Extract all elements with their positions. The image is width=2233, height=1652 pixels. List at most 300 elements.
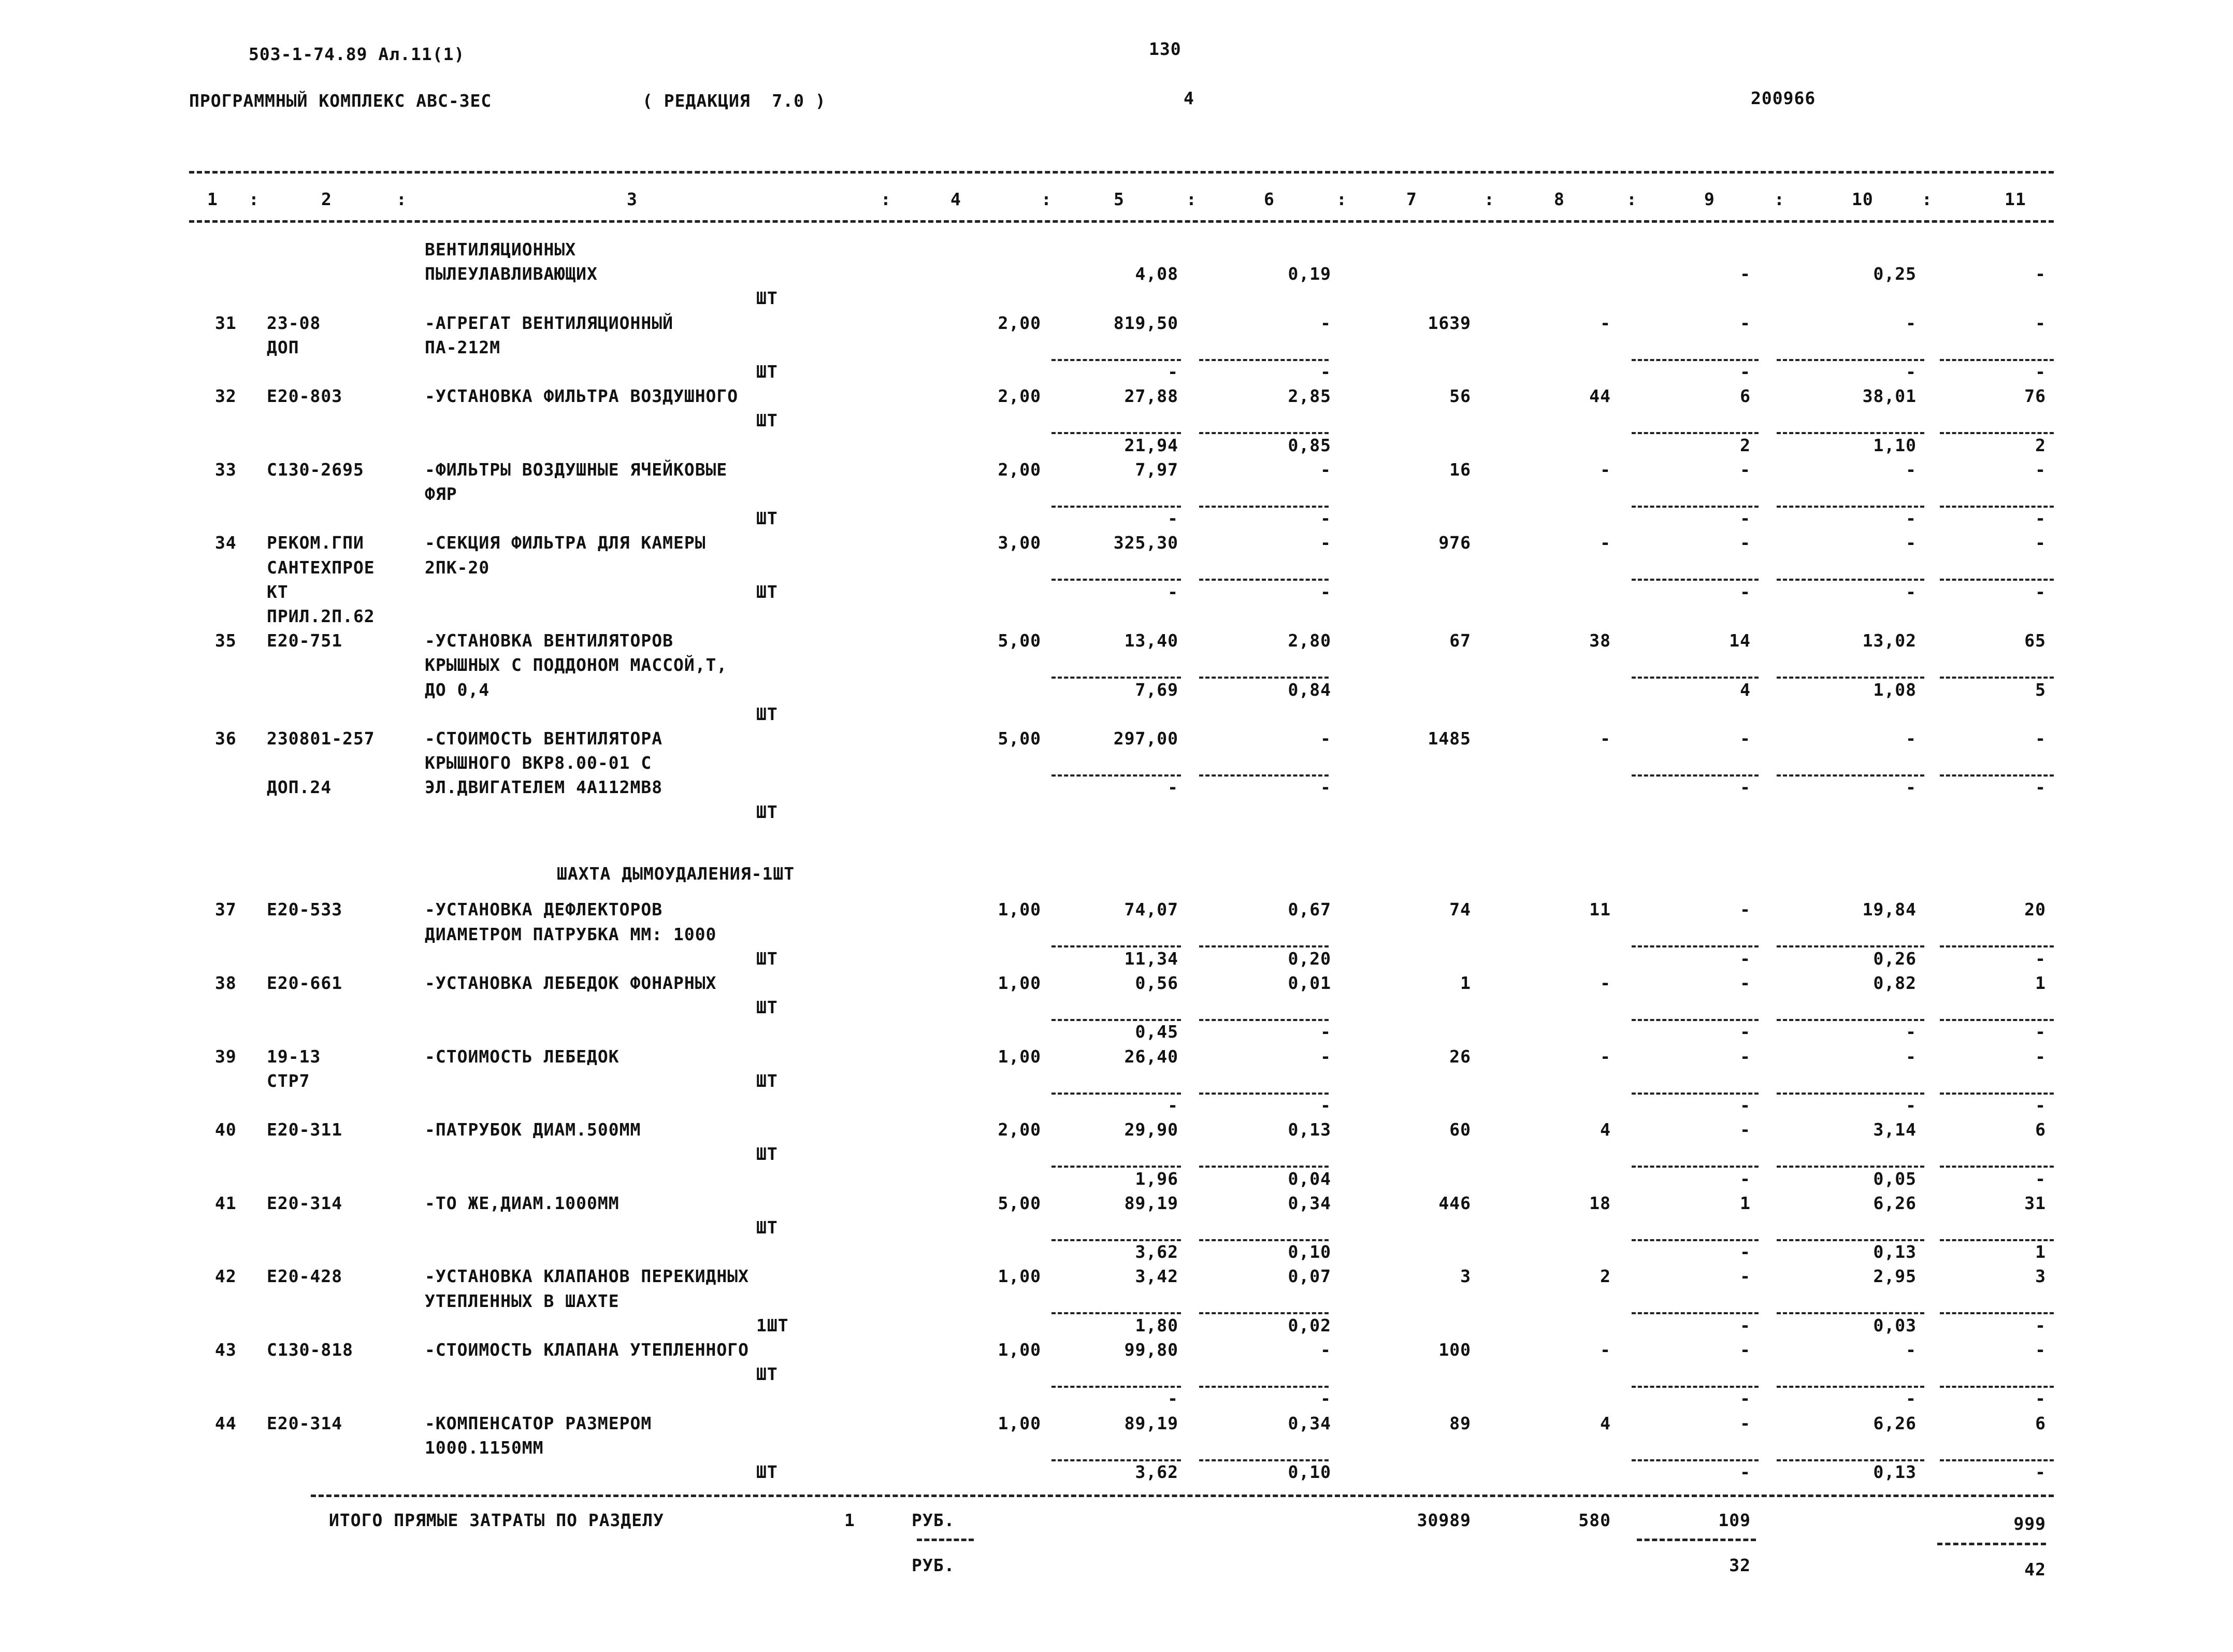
value-divider	[1051, 1459, 1181, 1461]
cell-name: ШТ	[756, 1144, 778, 1164]
value-divider	[1940, 1312, 2054, 1314]
cell-name: ШТ	[756, 508, 778, 528]
cell-c10: -	[1906, 582, 1917, 602]
value-divider	[1940, 1166, 2054, 1168]
total-rule	[311, 1495, 2054, 1497]
value-divider	[1940, 1459, 2054, 1461]
cell-c10: 0,82	[1873, 973, 1917, 993]
cell-c7: 1639	[1428, 313, 1471, 333]
cell-c5: 89,19	[1124, 1193, 1178, 1213]
cell-c10: 2,95	[1873, 1266, 1917, 1286]
cell-c5: -	[1168, 508, 1178, 528]
cell-num: 37	[215, 899, 237, 920]
value-divider	[1051, 1093, 1181, 1095]
cell-c10: 1,10	[1873, 435, 1917, 455]
cell-c9: -	[1740, 1119, 1751, 1140]
cell-c9: -	[1740, 1340, 1751, 1360]
value-divider	[1632, 506, 1759, 508]
cell-c5: 0,45	[1135, 1022, 1178, 1042]
value-divider	[1632, 1166, 1759, 1168]
value-divider	[1632, 774, 1759, 777]
value-divider	[1051, 677, 1181, 679]
value-divider	[1199, 677, 1329, 679]
cell-c11: 65	[2024, 630, 2046, 651]
value-divider	[1777, 432, 1924, 434]
cell-c11: 2	[2035, 435, 2046, 455]
cell-c6: 0,34	[1288, 1413, 1331, 1433]
cell-name: -СТОИМОСТЬ КЛАПАНА УТЕПЛЕННОГО	[425, 1340, 750, 1360]
value-divider	[1777, 1312, 1924, 1314]
column-separator: :	[396, 189, 407, 209]
cell-name: -КОМПЕНСАТОР РАЗМЕРОМ	[425, 1413, 652, 1433]
total-unit: РУБ.	[912, 1510, 955, 1530]
value-divider	[1051, 432, 1181, 434]
cell-num: 41	[215, 1193, 237, 1213]
cell-c11: 1	[2035, 1242, 2046, 1262]
cell-c6: -	[1320, 1095, 1331, 1115]
cell-c6: -	[1320, 582, 1331, 602]
cell-c9: -	[1740, 1242, 1751, 1262]
value-divider	[1051, 1312, 1181, 1314]
cell-num: 35	[215, 630, 237, 651]
cell-c6: -	[1320, 1022, 1331, 1042]
cell-c10: -	[1906, 362, 1917, 382]
total-c7: 30989	[1417, 1510, 1471, 1530]
column-number: 7	[1406, 189, 1417, 209]
cell-code: ДОП.24	[267, 777, 332, 797]
cell-c10: 0,13	[1873, 1242, 1917, 1262]
cell-c5: -	[1168, 362, 1178, 382]
cell-c11: -	[2035, 728, 2046, 749]
value-divider	[1199, 774, 1329, 777]
cell-c11: 6	[2035, 1413, 2046, 1433]
total-section: 1	[844, 1510, 855, 1530]
cell-c11: -	[2035, 1046, 2046, 1067]
value-divider	[1051, 506, 1181, 508]
column-number: 1	[207, 189, 218, 209]
cell-code: САНТЕХПРОЕ	[267, 557, 375, 578]
cell-name: ЭЛ.ДВИГАТЕЛЕМ 4А112МВ8	[425, 777, 663, 797]
cell-name: ШТ	[756, 362, 778, 382]
cell-c6: -	[1320, 777, 1331, 797]
value-divider	[1940, 1386, 2054, 1388]
cell-c10: -	[1906, 728, 1917, 749]
cell-c10: -	[1906, 1022, 1917, 1042]
cell-c10: -	[1906, 459, 1917, 480]
cell-name: ВЕНТИЛЯЦИОННЫХ	[425, 239, 577, 260]
cell-c4: 5,00	[998, 728, 1041, 749]
cell-c6: 0,85	[1288, 435, 1331, 455]
cell-name: ШТ	[756, 1217, 778, 1238]
section-title: ШАХТА ДЫМОУДАЛЕНИЯ-1ШТ	[557, 864, 795, 884]
value-divider	[1940, 432, 2054, 434]
cell-c7: 976	[1438, 533, 1471, 553]
cell-c8: 11	[1589, 899, 1611, 920]
column-separator: :	[249, 189, 260, 209]
page-number: 130	[1149, 39, 1182, 59]
cell-name: ПЫЛЕУЛАВЛИВАЮЩИХ	[425, 264, 598, 284]
cell-code: Е20-314	[267, 1193, 343, 1213]
cell-c10: 3,14	[1873, 1119, 1917, 1140]
cell-c6: 2,80	[1288, 630, 1331, 651]
cell-code: Е20-314	[267, 1413, 343, 1433]
cell-c11: -	[2035, 459, 2046, 480]
cell-c7: 1	[1460, 973, 1471, 993]
column-separator: :	[1626, 189, 1637, 209]
value-divider	[1940, 506, 2054, 508]
value-divider	[1940, 579, 2054, 581]
cell-c6: 0,01	[1288, 973, 1331, 993]
cell-c10: -	[1906, 1095, 1917, 1115]
cell-c7: 74	[1449, 899, 1471, 920]
cell-c10: 1,08	[1873, 680, 1917, 700]
cell-c5: 1,80	[1135, 1315, 1178, 1335]
cell-c10: -	[1906, 313, 1917, 333]
cell-c6: 0,04	[1288, 1169, 1331, 1189]
cell-c5: 0,56	[1135, 973, 1178, 993]
cell-c10: 38,01	[1862, 386, 1917, 406]
cell-c6: 0,34	[1288, 1193, 1331, 1213]
cell-c5: 11,34	[1124, 949, 1178, 969]
cell-name: КРЫШНОГО ВКР8.00-01 С	[425, 753, 652, 773]
cell-c6: 0,67	[1288, 899, 1331, 920]
cell-c10: 6,26	[1873, 1413, 1917, 1433]
value-divider	[1940, 774, 2054, 777]
cell-code: КТ	[267, 582, 289, 602]
cell-c10: 0,25	[1873, 264, 1917, 284]
cell-name: ШТ	[756, 1071, 778, 1091]
cell-c6: -	[1320, 508, 1331, 528]
cell-c5: 819,50	[1113, 313, 1178, 333]
cell-c9: 14	[1729, 630, 1751, 651]
cell-c9: 6	[1740, 386, 1751, 406]
cell-c6: -	[1320, 728, 1331, 749]
cell-c6: 0,07	[1288, 1266, 1331, 1286]
cell-c5: 27,88	[1124, 386, 1178, 406]
cell-c4: 1,00	[998, 1413, 1041, 1433]
cell-c10: 19,84	[1862, 899, 1917, 920]
value-divider	[1777, 1459, 1924, 1461]
value-divider	[1199, 1239, 1329, 1241]
value-divider	[1199, 432, 1329, 434]
cell-c11: -	[2035, 1340, 2046, 1360]
cell-c5: 7,97	[1135, 459, 1178, 480]
total-c11: 999	[2013, 1514, 2046, 1534]
cell-c4: 5,00	[998, 1193, 1041, 1213]
cell-code: Е20-311	[267, 1119, 343, 1140]
cell-c4: 1,00	[998, 1340, 1041, 1360]
cell-name: КРЫШНЫХ С ПОДДОНОМ МАССОЙ,Т,	[425, 655, 728, 675]
cell-code: Е20-428	[267, 1266, 343, 1286]
column-number: 6	[1264, 189, 1275, 209]
value-divider	[1777, 774, 1924, 777]
cell-c9: -	[1740, 728, 1751, 749]
cell-name: ШТ	[756, 997, 778, 1017]
cell-c6: 0,02	[1288, 1315, 1331, 1335]
value-divider	[1940, 1093, 2054, 1095]
cell-name: -УСТАНОВКА ЛЕБЕДОК ФОНАРНЫХ	[425, 973, 717, 993]
value-divider	[1199, 1459, 1329, 1461]
value-divider	[1632, 1312, 1759, 1314]
column-number: 9	[1704, 189, 1715, 209]
cell-c5: 3,42	[1135, 1266, 1178, 1286]
value-divider	[1632, 1019, 1759, 1021]
value-divider	[1632, 677, 1759, 679]
cell-c5: 3,62	[1135, 1462, 1178, 1482]
column-number: 2	[321, 189, 332, 209]
cell-name: -СТОИМОСТЬ ЛЕБЕДОК	[425, 1046, 620, 1067]
total-label: ИТОГО ПРЯМЫЕ ЗАТРАТЫ ПО РАЗДЕЛУ	[329, 1510, 664, 1530]
cell-c9: -	[1740, 313, 1751, 333]
column-separator: :	[1041, 189, 1052, 209]
value-divider	[1199, 506, 1329, 508]
cell-c8: 38	[1589, 630, 1611, 651]
cell-c11: -	[2035, 949, 2046, 969]
cell-c5: 1,96	[1135, 1169, 1178, 1189]
cell-name: -ПАТРУБОК ДИАМ.500ММ	[425, 1119, 641, 1140]
cell-name: 1000.1150ММ	[425, 1438, 544, 1458]
cell-c10: 0,13	[1873, 1462, 1917, 1482]
value-divider	[1777, 945, 1924, 947]
cell-c6: -	[1320, 533, 1331, 553]
cell-c5: 3,62	[1135, 1242, 1178, 1262]
edition: ( РЕДАКЦИЯ 7.0 )	[642, 91, 826, 111]
value-divider	[1051, 579, 1181, 581]
value-divider	[1777, 1386, 1924, 1388]
value-divider	[1777, 1093, 1924, 1095]
cell-c6: 0,84	[1288, 680, 1331, 700]
cell-c4: 2,00	[998, 313, 1041, 333]
cell-c6: -	[1320, 1340, 1331, 1360]
cell-c7: 3	[1460, 1266, 1471, 1286]
value-divider	[1940, 1239, 2054, 1241]
cell-code: ПРИЛ.2П.62	[267, 606, 375, 626]
value-divider	[1199, 945, 1329, 947]
value-divider	[1199, 1312, 1329, 1314]
cell-name: ШТ	[756, 704, 778, 724]
cell-num: 34	[215, 533, 237, 553]
cell-c7: 100	[1438, 1340, 1471, 1360]
cell-c10: 0,03	[1873, 1315, 1917, 1335]
cell-c8: -	[1600, 1340, 1611, 1360]
value-divider	[1940, 677, 2054, 679]
column-separator: :	[1774, 189, 1785, 209]
cell-code: 19-13	[267, 1046, 321, 1067]
cell-num: 36	[215, 728, 237, 749]
total-c11-b: 42	[2024, 1559, 2046, 1579]
cell-c11: -	[2035, 582, 2046, 602]
value-divider	[1777, 1239, 1924, 1241]
cell-c6: 2,85	[1288, 386, 1331, 406]
cell-code: Е20-661	[267, 973, 343, 993]
cell-c5: -	[1168, 1095, 1178, 1115]
cell-c11: -	[2035, 1315, 2046, 1335]
column-separator: :	[1186, 189, 1197, 209]
cell-name: -АГРЕГАТ ВЕНТИЛЯЦИОННЫЙ	[425, 313, 673, 333]
cell-code: Е20-533	[267, 899, 343, 920]
cell-c10: -	[1906, 533, 1917, 553]
cell-c8: -	[1600, 459, 1611, 480]
cell-name: -УСТАНОВКА ДЕФЛЕКТОРОВ	[425, 899, 663, 920]
cell-name: ФЯР	[425, 484, 457, 504]
cell-c6: 0,10	[1288, 1242, 1331, 1262]
cell-name: -ТО ЖЕ,ДИАМ.1000ММ	[425, 1193, 620, 1213]
cell-num: 38	[215, 973, 237, 993]
cell-code: 230801-257	[267, 728, 375, 749]
total-unit-2: РУБ.	[912, 1555, 955, 1575]
cell-code: Е20-751	[267, 630, 343, 651]
cell-c9: -	[1740, 1095, 1751, 1115]
cell-name: -СЕКЦИЯ ФИЛЬТРА ДЛЯ КАМЕРЫ	[425, 533, 706, 553]
column-number: 8	[1554, 189, 1565, 209]
column-separator: :	[1484, 189, 1495, 209]
cell-c9: -	[1740, 1413, 1751, 1433]
cell-c8: -	[1600, 1046, 1611, 1067]
cell-num: 32	[215, 386, 237, 406]
cell-c9: -	[1740, 264, 1751, 284]
cell-c8: 4	[1600, 1413, 1611, 1433]
cell-c5: 99,80	[1124, 1340, 1178, 1360]
cell-c10: -	[1906, 777, 1917, 797]
value-divider	[1632, 579, 1759, 581]
header-rule-top	[189, 171, 2054, 174]
cell-code: ДОП	[267, 337, 299, 357]
value-divider	[1051, 359, 1181, 361]
value-divider	[1632, 359, 1759, 361]
value-divider	[1777, 1019, 1924, 1021]
value-divider	[1777, 359, 1924, 361]
cell-code: Е20-803	[267, 386, 343, 406]
value-divider	[1777, 1166, 1924, 1168]
cell-c9: -	[1740, 1046, 1751, 1067]
cell-c9: -	[1740, 1022, 1751, 1042]
cell-c4: 1,00	[998, 1266, 1041, 1286]
cell-c5: 21,94	[1124, 435, 1178, 455]
column-number: 3	[627, 189, 638, 209]
cell-code: С130-2695	[267, 459, 364, 480]
cell-c9: -	[1740, 582, 1751, 602]
cell-num: 39	[215, 1046, 237, 1067]
cell-c8: 2	[1600, 1266, 1611, 1286]
cell-c6: -	[1320, 1388, 1331, 1409]
cell-c11: 6	[2035, 1119, 2046, 1140]
value-divider	[1199, 359, 1329, 361]
cell-c5: 89,19	[1124, 1413, 1178, 1433]
cell-c9: -	[1740, 1315, 1751, 1335]
total-c9: 109	[1718, 1510, 1751, 1530]
cell-c5: 4,08	[1135, 264, 1178, 284]
value-divider	[1632, 1386, 1759, 1388]
value-divider	[1199, 1093, 1329, 1095]
cell-c10: -	[1906, 1388, 1917, 1409]
cell-c11: -	[2035, 264, 2046, 284]
cell-c6: 0,10	[1288, 1462, 1331, 1482]
cell-c10: -	[1906, 1046, 1917, 1067]
cell-name: -УСТАНОВКА КЛАПАНОВ ПЕРЕКИДНЫХ	[425, 1266, 750, 1286]
doc-code: 503-1-74.89 Ал.11(1)	[249, 44, 465, 64]
cell-num: 43	[215, 1340, 237, 1360]
cell-c9: 1	[1740, 1193, 1751, 1213]
cell-c5: 7,69	[1135, 680, 1178, 700]
section-number: 4	[1184, 88, 1194, 108]
cell-c4: 2,00	[998, 386, 1041, 406]
value-divider	[1632, 432, 1759, 434]
cell-c5: 13,40	[1124, 630, 1178, 651]
cell-c11: -	[2035, 777, 2046, 797]
cell-code: С130-818	[267, 1340, 353, 1360]
document-id: 200966	[1751, 88, 1816, 108]
cell-name: ПА-212М	[425, 337, 501, 357]
cell-c11: -	[2035, 1462, 2046, 1482]
cell-c7: 60	[1449, 1119, 1471, 1140]
cell-c5: -	[1168, 1388, 1178, 1409]
cell-name: -СТОИМОСТЬ ВЕНТИЛЯТОРА	[425, 728, 663, 749]
cell-c5: -	[1168, 582, 1178, 602]
cell-c4: 2,00	[998, 1119, 1041, 1140]
column-separator: :	[1336, 189, 1347, 209]
value-divider	[1940, 359, 2054, 361]
cell-c4: 1,00	[998, 899, 1041, 920]
cell-c8: 4	[1600, 1119, 1611, 1140]
value-divider	[1051, 1019, 1181, 1021]
cell-name: -УСТАНОВКА ФИЛЬТРА ВОЗДУШНОГО	[425, 386, 739, 406]
cell-c4: 3,00	[998, 533, 1041, 553]
column-number: 11	[2005, 189, 2026, 209]
cell-name: 2ПК-20	[425, 557, 490, 578]
value-divider	[1777, 677, 1924, 679]
cell-c9: -	[1740, 533, 1751, 553]
cell-c11: -	[2035, 313, 2046, 333]
cell-c9: -	[1740, 949, 1751, 969]
column-separator: :	[1922, 189, 1933, 209]
cell-c9: -	[1740, 777, 1751, 797]
value-divider	[1051, 945, 1181, 947]
cell-name: ШТ	[756, 410, 778, 430]
cell-c10: 13,02	[1862, 630, 1917, 651]
cell-code: 23-08	[267, 313, 321, 333]
cell-c9: -	[1740, 1169, 1751, 1189]
cell-c11: 31	[2024, 1193, 2046, 1213]
cell-name: ШТ	[756, 949, 778, 969]
cell-c9: -	[1740, 508, 1751, 528]
cell-c10: 0,26	[1873, 949, 1917, 969]
value-divider	[1940, 945, 2054, 947]
cell-c7: 446	[1438, 1193, 1471, 1213]
value-divider	[1632, 1239, 1759, 1241]
cell-num: 42	[215, 1266, 237, 1286]
cell-c11: 20	[2024, 899, 2046, 920]
column-separator: :	[881, 189, 891, 209]
value-divider	[1051, 1239, 1181, 1241]
value-divider	[1632, 1459, 1759, 1461]
value-divider	[1199, 1166, 1329, 1168]
cell-c10: 6,26	[1873, 1193, 1917, 1213]
cell-c11: -	[2035, 1095, 2046, 1115]
value-divider	[1777, 579, 1924, 581]
value-divider	[1199, 579, 1329, 581]
cell-c8: -	[1600, 728, 1611, 749]
cell-c11: 3	[2035, 1266, 2046, 1286]
cell-c4: 2,00	[998, 459, 1041, 480]
cell-c7: 1485	[1428, 728, 1471, 749]
cell-c6: 0,13	[1288, 1119, 1331, 1140]
cell-c10: -	[1906, 508, 1917, 528]
cell-c5: 325,30	[1113, 533, 1178, 553]
program-name: ПРОГРАММНЫЙ КОМПЛЕКС АВС-3ЕС	[189, 91, 492, 111]
cell-code: РЕКОМ.ГПИ	[267, 533, 364, 553]
cell-c11: 76	[2024, 386, 2046, 406]
cell-c11: 1	[2035, 973, 2046, 993]
